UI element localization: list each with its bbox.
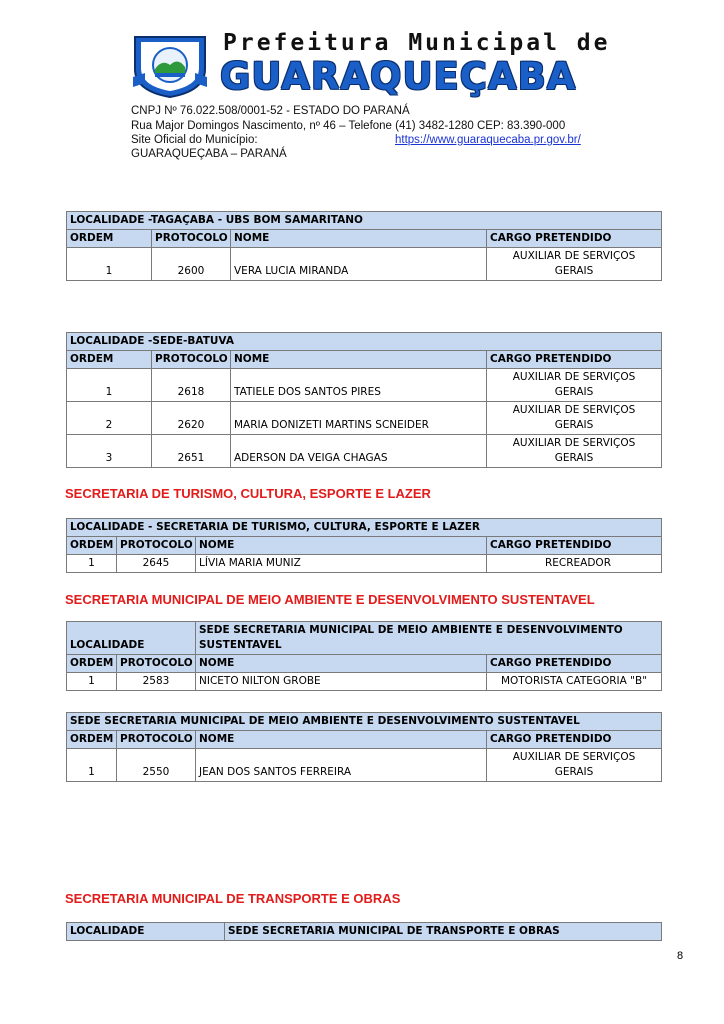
col-nome: NOME (231, 351, 487, 369)
cell-protocolo: 2645 (117, 555, 196, 573)
table-tagacaba (66, 211, 662, 281)
cell-cargo-line1: AUXILIAR DE SERVIÇOS (512, 250, 636, 262)
col-protocolo: PROTOCOLO (152, 351, 231, 369)
table-row (67, 369, 662, 402)
cell-protocolo: 2651 (152, 435, 231, 468)
table-meio-ambiente-1 (66, 621, 662, 691)
cell-protocolo: 2600 (152, 248, 231, 281)
col-ordem: ORDEM (67, 731, 117, 749)
cell-cargo-line1: AUXILIAR DE SERVIÇOS (512, 437, 636, 449)
table-caption: LOCALIDADE -SEDE-BATUVA (67, 333, 662, 351)
col-nome: NOME (196, 537, 487, 555)
header-site-link[interactable]: https://www.guaraquecaba.pr.gov.br/ (395, 134, 581, 146)
cell-ordem: 1 (67, 673, 117, 691)
col-protocolo: PROTOCOLO (117, 731, 196, 749)
col-cargo: CARGO PRETENDIDO (487, 351, 662, 369)
header-site-label: Site Oficial do Município: (131, 134, 258, 146)
municipal-coat-of-arms-logo (131, 33, 209, 99)
table-row (67, 435, 662, 468)
cell-nome: JEAN DOS SANTOS FERREIRA (196, 749, 487, 782)
col-localidade: LOCALIDADE (67, 923, 225, 941)
header-title-line1: Prefeitura Municipal de (223, 30, 611, 56)
table-row (67, 555, 662, 573)
table-row (67, 248, 662, 281)
col-protocolo: PROTOCOLO (117, 537, 196, 555)
cell-nome: MARIA DONIZETI MARTINS SCNEIDER (231, 402, 487, 435)
col-nome: NOME (196, 655, 487, 673)
cell-cargo-line1: AUXILIAR DE SERVIÇOS (512, 404, 636, 416)
cell-cargo (487, 402, 662, 435)
col-protocolo: PROTOCOLO (152, 230, 231, 248)
section-title-transporte: SECRETARIA MUNICIPAL DE TRANSPORTE E OBRAS (65, 891, 401, 906)
cell-cargo (487, 369, 662, 402)
cell-protocolo: 2583 (117, 673, 196, 691)
cell-nome: VERA LUCIA MIRANDA (231, 248, 487, 281)
col-ordem: ORDEM (67, 655, 117, 673)
table-turismo (66, 518, 662, 573)
cell-cargo-line2: GERAIS (554, 419, 594, 431)
col-ordem: ORDEM (67, 537, 117, 555)
table-row (67, 673, 662, 691)
col-nome: NOME (196, 731, 487, 749)
cell-nome: ADERSON DA VEIGA CHAGAS (231, 435, 487, 468)
table-caption-value: SEDE SECRETARIA MUNICIPAL DE TRANSPORTE E OBRAS (225, 923, 662, 941)
cell-cargo-line2: GERAIS (554, 766, 594, 778)
cell-cargo: MOTORISTA CATEGORIA "B" (487, 673, 662, 691)
col-nome: NOME (231, 230, 487, 248)
table-meio-ambiente-2 (66, 712, 662, 782)
section-title-turismo: SECRETARIA DE TURISMO, CULTURA, ESPORTE E LAZER (65, 486, 431, 501)
table-caption: SEDE SECRETARIA MUNICIPAL DE MEIO AMBIENTE E DESENVOLVIMENTO SUSTENTAVEL (67, 713, 662, 731)
col-localidade: LOCALIDADE (67, 622, 196, 655)
cell-cargo-line1: AUXILIAR DE SERVIÇOS (512, 371, 636, 383)
caption-value-line1: SEDE SECRETARIA MUNICIPAL DE MEIO AMBIENTE E DESENVOLVIMENTO (199, 624, 623, 636)
col-ordem: ORDEM (67, 230, 152, 248)
cell-cargo (487, 749, 662, 782)
cell-cargo (487, 435, 662, 468)
col-cargo: CARGO PRETENDIDO (487, 731, 662, 749)
cell-ordem: 1 (67, 555, 117, 573)
header-site-line (131, 134, 581, 146)
cell-cargo-line1: AUXILIAR DE SERVIÇOS (512, 751, 636, 763)
table-row (67, 749, 662, 782)
table-sede-batuva (66, 332, 662, 468)
table-transporte (66, 922, 662, 941)
table-row (67, 402, 662, 435)
page-number: 8 (677, 950, 684, 962)
cell-ordem: 3 (67, 435, 152, 468)
col-cargo: CARGO PRETENDIDO (487, 230, 662, 248)
caption-value-line2: SUSTENTAVEL (199, 639, 282, 651)
cell-protocolo: 2620 (152, 402, 231, 435)
header-title-line2: GUARAQUEÇABA (220, 55, 577, 98)
cell-protocolo: 2618 (152, 369, 231, 402)
cell-nome: LÍVIA MARIA MUNIZ (196, 555, 487, 573)
col-cargo: CARGO PRETENDIDO (487, 537, 662, 555)
cell-ordem: 2 (67, 402, 152, 435)
cell-protocolo: 2550 (117, 749, 196, 782)
col-ordem: ORDEM (67, 351, 152, 369)
cell-ordem: 1 (67, 248, 152, 281)
table-caption-value (196, 622, 662, 655)
table-caption: LOCALIDADE -TAGAÇABA - UBS BOM SAMARITANO (67, 212, 662, 230)
cell-ordem: 1 (67, 749, 117, 782)
cell-cargo-line2: GERAIS (554, 452, 594, 464)
col-cargo: CARGO PRETENDIDO (487, 655, 662, 673)
cell-cargo-line2: GERAIS (554, 265, 594, 277)
header-city: GUARAQUEÇABA – PARANÁ (131, 148, 287, 160)
cell-cargo (487, 248, 662, 281)
cell-cargo-line2: GERAIS (554, 386, 594, 398)
table-caption: LOCALIDADE - SECRETARIA DE TURISMO, CULTURA, ESPORTE E LAZER (67, 519, 662, 537)
cell-nome: TATIELE DOS SANTOS PIRES (231, 369, 487, 402)
cell-ordem: 1 (67, 369, 152, 402)
col-protocolo: PROTOCOLO (117, 655, 196, 673)
section-title-meio-ambiente: SECRETARIA MUNICIPAL DE MEIO AMBIENTE E DESENVOLVIMENTO SUSTENTAVEL (65, 592, 595, 607)
header-address: Rua Major Domingos Nascimento, nº 46 – Telefone (41) 3482-1280 CEP: 83.390-000 (131, 120, 566, 132)
cell-cargo: RECREADOR (487, 555, 662, 573)
cell-nome: NICETO NILTON GROBE (196, 673, 487, 691)
header-cnpj: CNPJ Nº 76.022.508/0001-52 - ESTADO DO PARANÁ (131, 105, 410, 117)
